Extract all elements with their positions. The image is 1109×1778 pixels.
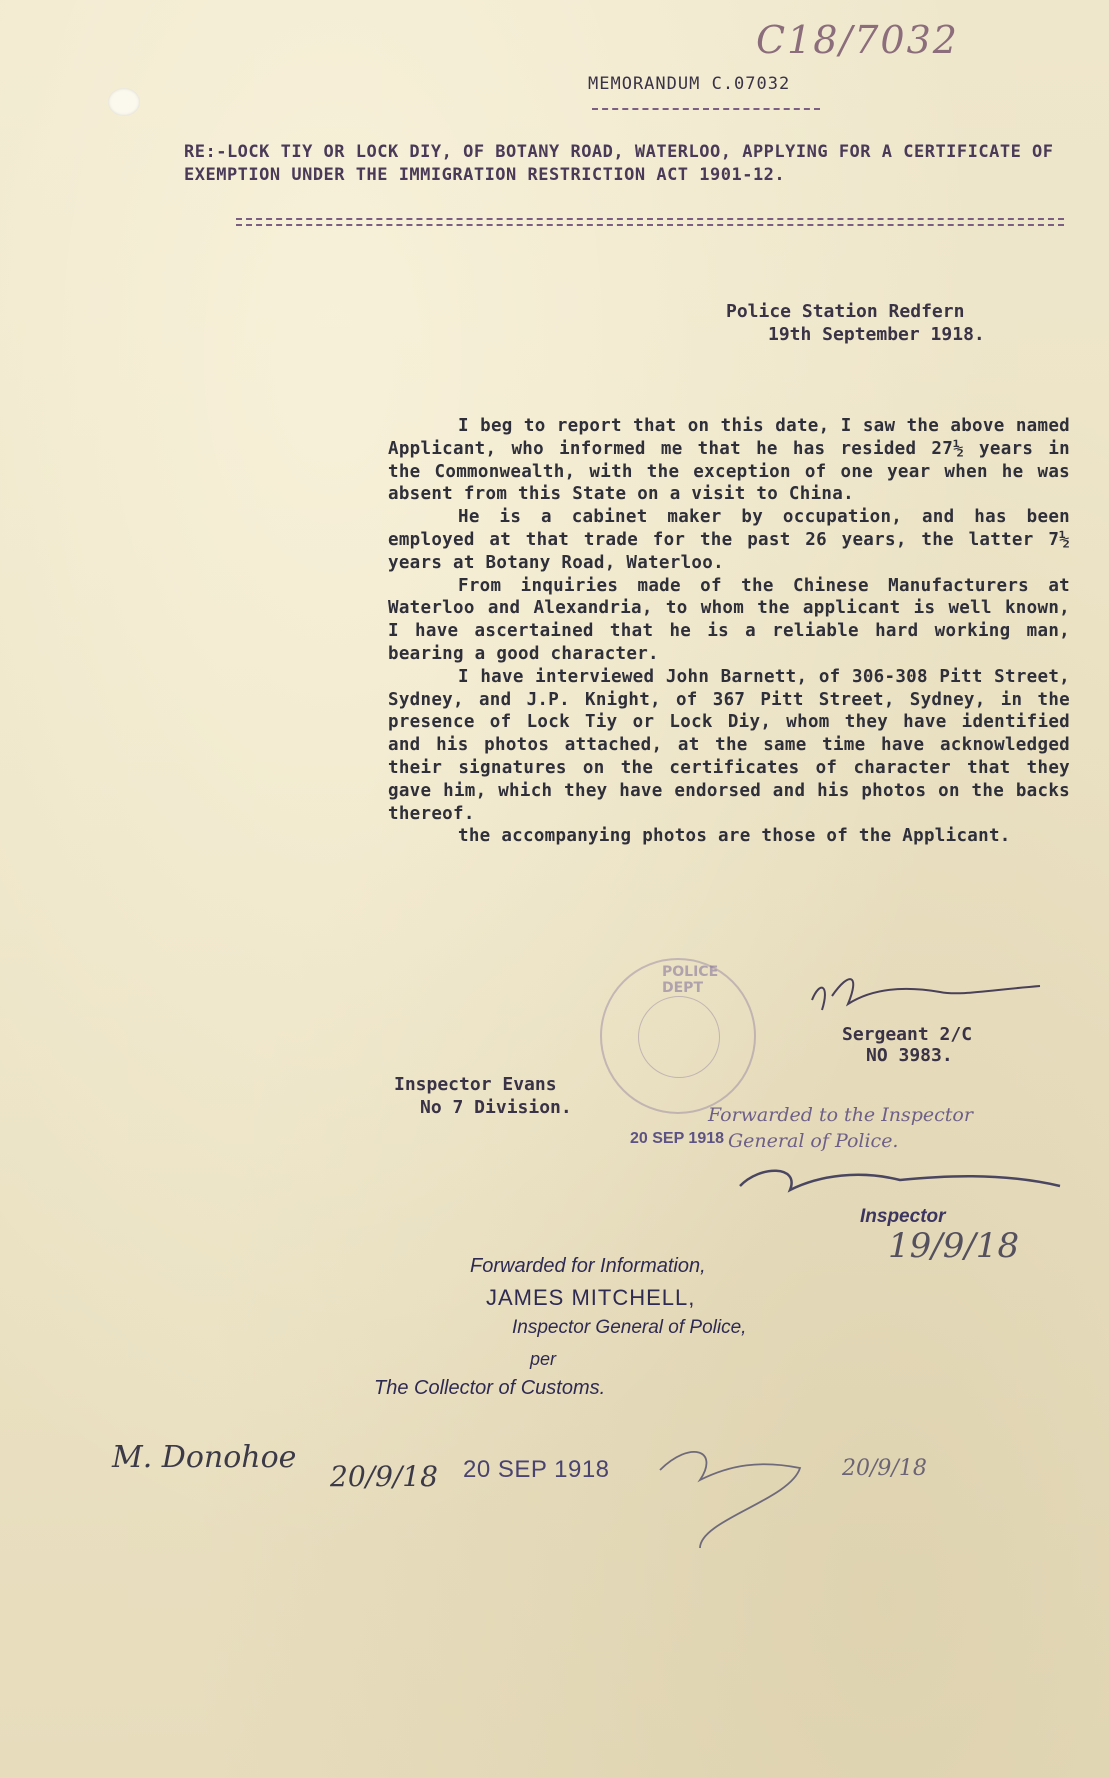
report-paragraph: I have interviewed John Barnett, of 306-308 Pitt Street, Sydney, and J.P. Knight, of 367 Pitt Street, Sydney, in the presence of Lock Tiy or Lock Diy, whom they have identified and his photos attached, at the same time have acknowledged their signatures on the certificates of character that they gave him, which they have endorsed and his photos on the backs thereof.	[388, 666, 1070, 824]
punch-hole	[108, 88, 140, 116]
file-number: C18/7032	[756, 18, 959, 62]
received-signature	[660, 1452, 800, 1548]
received-date-stamp: 20 SEP 1918	[463, 1456, 610, 1483]
ig-per: per	[530, 1349, 557, 1369]
annotation-right-date: 20/9/18	[842, 1456, 927, 1481]
inspector-signature	[740, 1171, 1060, 1190]
police-stamp-date: 20 SEP 1918	[630, 1130, 725, 1147]
report-paragraph: He is a cabinet maker by occupation, and has been employed at that trade for the past 26 years, the latter 7½ years at Botany Road, Waterloo.	[388, 507, 1070, 573]
report-date: 19th September 1918.	[768, 324, 985, 345]
annotation-left-name: M. Donohoe	[112, 1440, 297, 1475]
report-paragraph: the accompanying photos are those of the Applicant.	[458, 826, 1011, 847]
station-address-block	[726, 300, 985, 346]
sergeant-number: NO 3983.	[866, 1045, 953, 1066]
addressee-division: No 7 Division.	[420, 1097, 572, 1118]
station-place: Police Station Redfern	[726, 301, 965, 322]
forwarding-note	[708, 1102, 973, 1154]
forwarding-line-1: Forwarded to the Inspector	[708, 1104, 973, 1126]
memo-title: MEMORANDUM C.07032	[588, 74, 791, 94]
stamp-inner-ring	[638, 996, 720, 1078]
report-paragraph: From inquiries made of the Chinese Manufacturers at Waterloo and Alexandria, to whom the applicant is well known, I have ascertained that he is a reliable hard working man, bearing a good character.	[388, 575, 1070, 664]
inspector-date-note: 19/9/18	[888, 1226, 1020, 1266]
forwarding-line-2: General of Police.	[728, 1130, 899, 1152]
title-underline	[592, 108, 820, 110]
subject-line: RE:-LOCK TIY OR LOCK DIY, OF BOTANY ROAD, WATERLOO, APPLYING FOR A CERTIFICATE OF EXEMPTION UNDER THE IMMIGRATION RESTRICTION ACT 1901-12.	[184, 142, 1054, 185]
sergeant-rank: Sergeant 2/C	[842, 1024, 973, 1045]
ig-forwarded: Forwarded for Information,	[470, 1255, 706, 1277]
subject-underline	[236, 218, 1064, 220]
inspector-label: Inspector	[860, 1206, 946, 1227]
addressee-name: Inspector Evans	[394, 1074, 557, 1095]
annotation-left-date: 20/9/18	[330, 1460, 438, 1493]
subject-underline-2	[236, 224, 1064, 226]
report-body	[388, 415, 1070, 848]
sergeant-signature	[812, 979, 1040, 1010]
report-paragraph: I beg to report that on this date, I saw the above named Applicant, who informed me that he has resided 27½ years in the Commonwealth, with the exception of one year when he was absent from this State on a visit to China.	[388, 416, 1070, 505]
ig-collector: The Collector of Customs.	[374, 1377, 606, 1399]
stamp-text: POLICE DEPT	[662, 964, 719, 996]
ig-title: Inspector General of Police,	[512, 1317, 747, 1338]
sergeant-signature-block	[842, 1024, 972, 1066]
ig-name: JAMES MITCHELL,	[486, 1285, 696, 1310]
addressee-block	[394, 1073, 572, 1119]
police-dept-stamp	[600, 958, 756, 1114]
